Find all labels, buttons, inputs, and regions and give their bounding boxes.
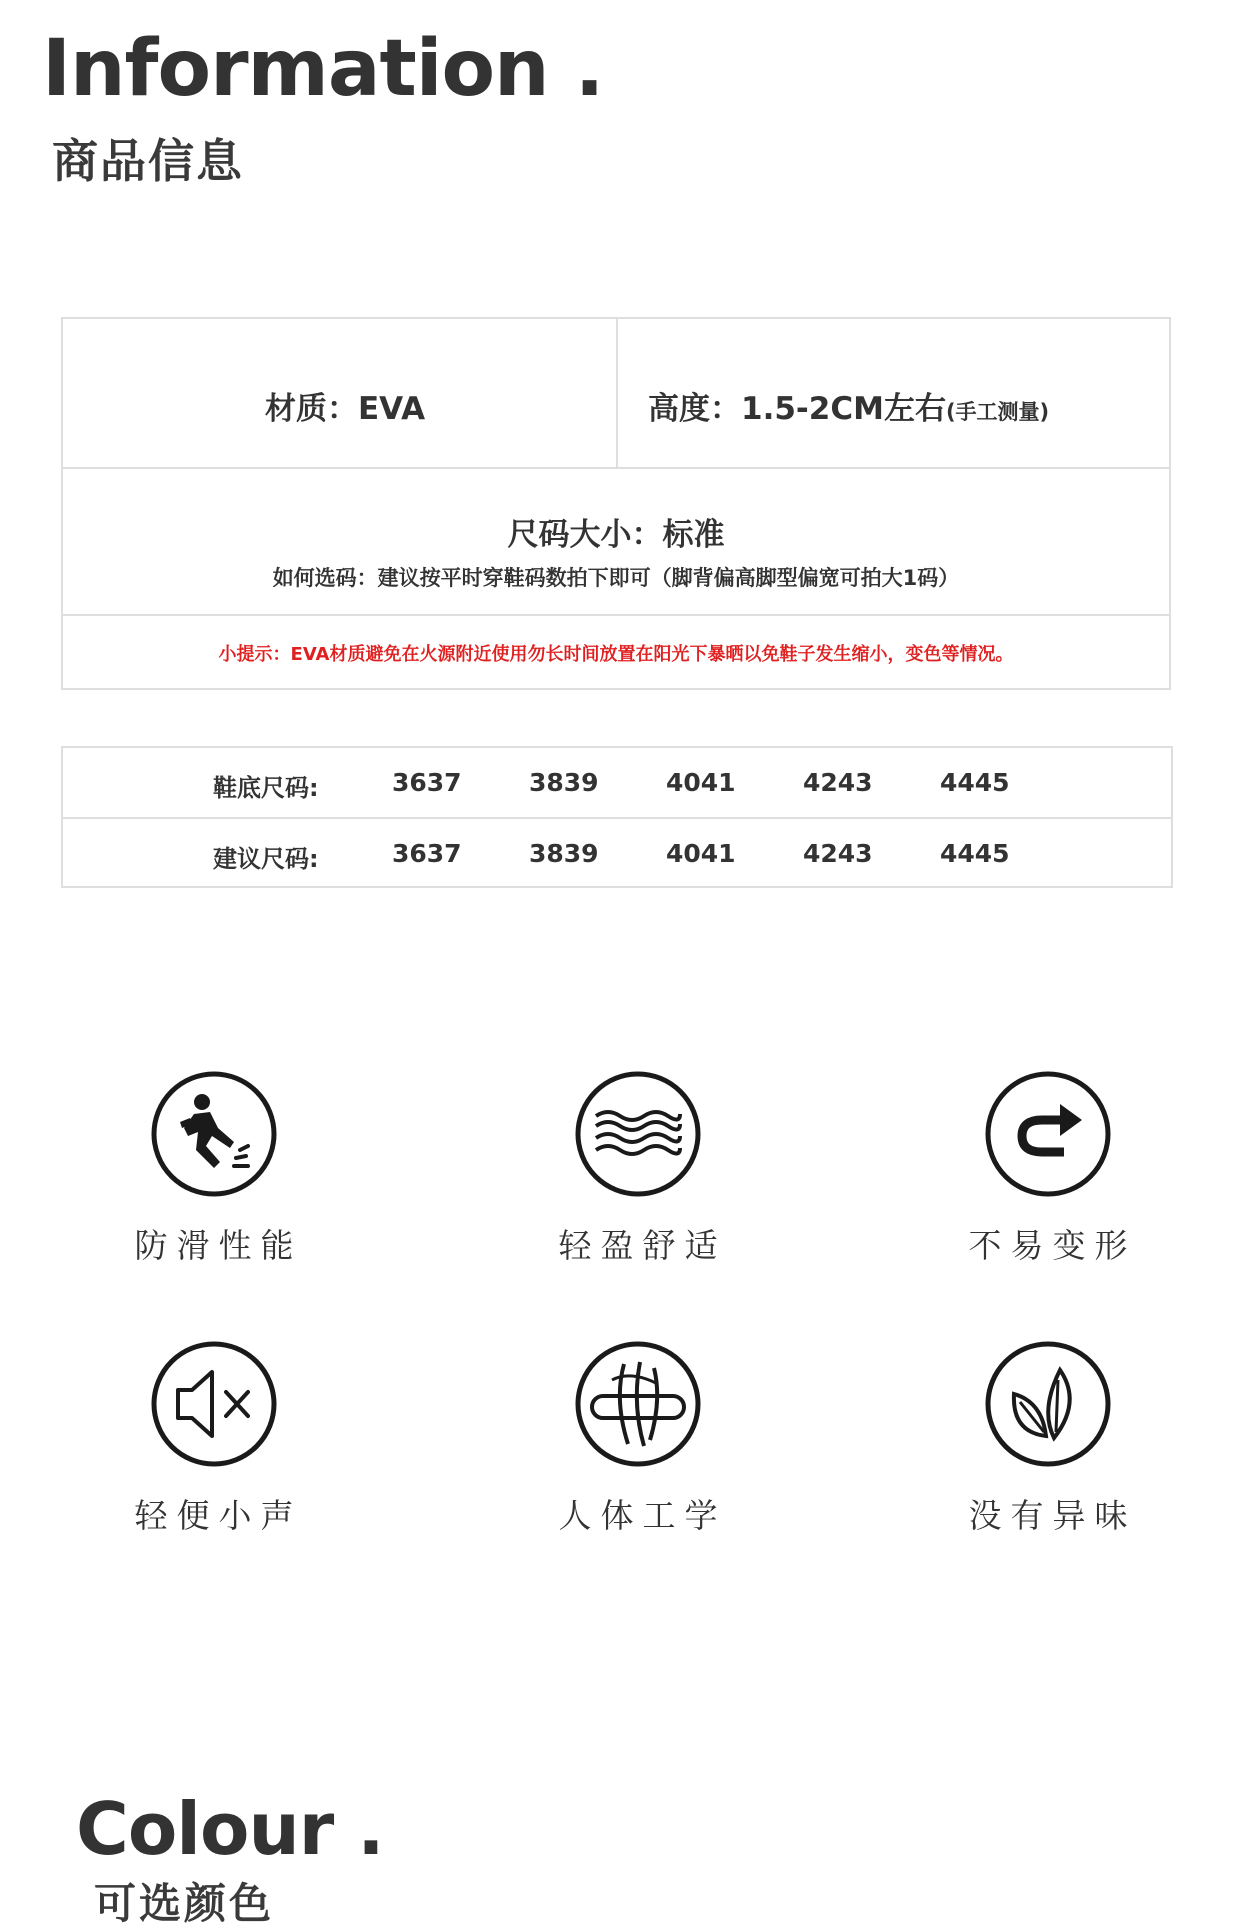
feature-label: 轻盈舒适 <box>558 1226 727 1265</box>
height-text <box>648 383 1049 428</box>
feature-label: 没有异味 <box>968 1496 1137 1535</box>
feature-quiet <box>94 1340 334 1537</box>
height-main: 高度：1.5-2CM左右 <box>648 391 946 427</box>
size-chart-table <box>61 746 1173 888</box>
size-cell: 3637 <box>392 768 462 797</box>
product-info-table <box>61 317 1171 690</box>
size-cell: 4243 <box>803 768 873 797</box>
colour-heading: Colour . <box>76 1787 384 1871</box>
suggested-size-label: 建议尺码: <box>213 845 319 873</box>
colour-subheading: 可选颜色 <box>94 1879 275 1928</box>
mute-speaker-icon <box>150 1340 278 1468</box>
material-cell <box>63 319 618 467</box>
size-cell: 4041 <box>666 839 736 868</box>
information-subheading: 商品信息 <box>52 134 244 188</box>
size-selection-note: 如何选码：建议按平时穿鞋码数拍下即可（脚背偏高脚型偏宽可拍大1码） <box>272 566 960 590</box>
size-cell: 3839 <box>529 839 599 868</box>
height-note: (手工测量) <box>945 400 1050 424</box>
information-heading: Information . <box>42 24 604 114</box>
info-row-material-height <box>63 319 1169 469</box>
feature-anti-slip <box>94 1070 334 1267</box>
feature-label: 人体工学 <box>558 1496 727 1535</box>
feature-ergonomic <box>518 1340 758 1537</box>
size-cell: 3839 <box>529 768 599 797</box>
size-cell: 4243 <box>803 839 873 868</box>
ergonomic-icon <box>574 1340 702 1468</box>
sole-size-label: 鞋底尺码: <box>213 774 319 802</box>
care-tip: 小提示：EVA材质避免在火源附近使用勿长时间放置在阳光下暴晒以免鞋子发生缩小，变色等情况。 <box>218 644 1014 665</box>
size-standard-title: 尺码大小：标准 <box>507 517 725 553</box>
table-row <box>63 819 1171 888</box>
feature-label: 不易变形 <box>968 1226 1137 1265</box>
height-cell <box>618 319 1169 467</box>
info-row-tip <box>63 614 1169 688</box>
size-cell: 4445 <box>940 839 1010 868</box>
size-cell: 4041 <box>666 768 736 797</box>
size-cell: 3637 <box>392 839 462 868</box>
material-text: 材质：EVA <box>265 391 426 427</box>
waves-icon <box>574 1070 702 1198</box>
feature-label: 防滑性能 <box>134 1226 303 1265</box>
feature-label: 轻便小声 <box>134 1496 303 1535</box>
feature-shape-retention <box>928 1070 1168 1267</box>
feature-odorless <box>928 1340 1168 1537</box>
info-row-size <box>63 467 1169 616</box>
leaves-icon <box>984 1340 1112 1468</box>
slip-icon <box>150 1070 278 1198</box>
table-row <box>63 748 1171 819</box>
feature-lightweight <box>518 1070 758 1267</box>
size-cell: 4445 <box>940 768 1010 797</box>
return-arrow-icon <box>984 1070 1112 1198</box>
